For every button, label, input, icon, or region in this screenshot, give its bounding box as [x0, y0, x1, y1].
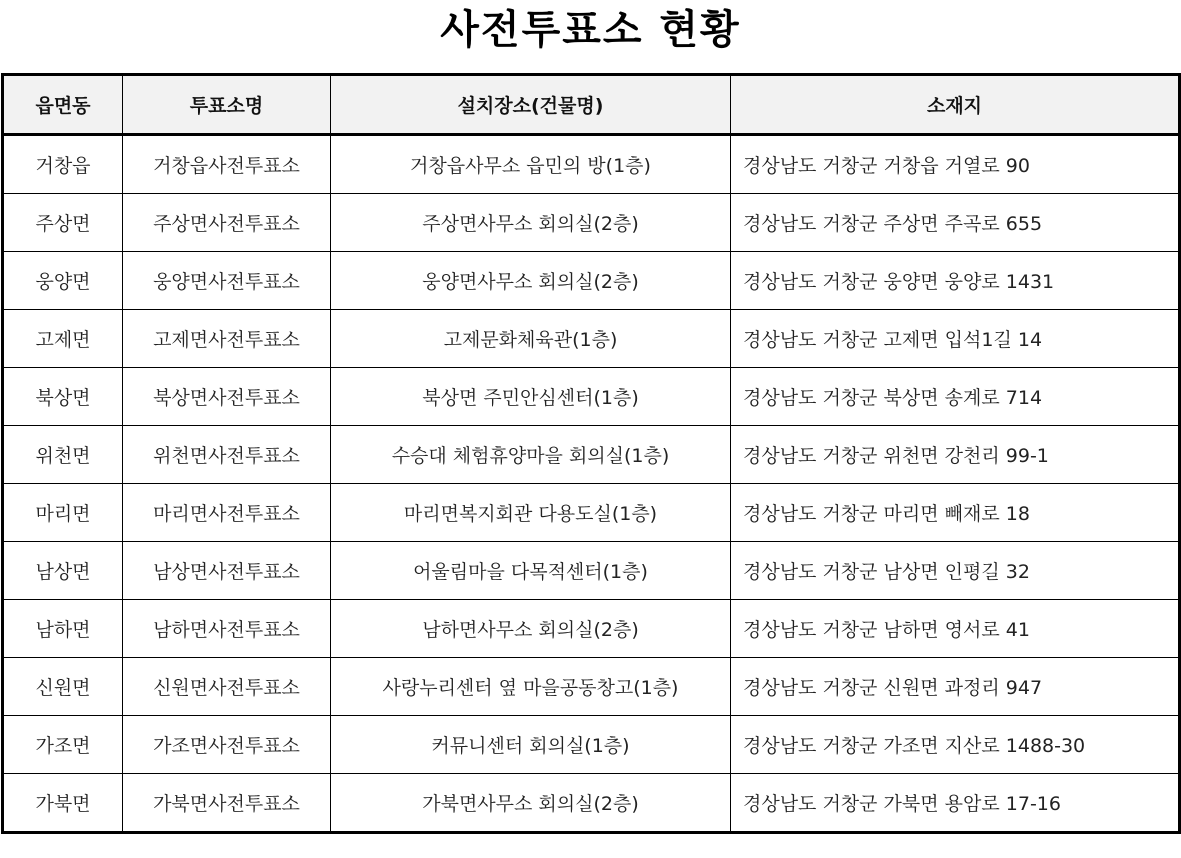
cell-address: 경상남도 거창군 북상면 송계로 714: [731, 368, 1180, 426]
table-row: [3, 426, 1180, 484]
cell-location: 주상면사무소 회의실(2층): [331, 194, 731, 252]
cell-station-name: 웅양면사전투표소: [123, 252, 331, 310]
cell-address: 경상남도 거창군 웅양면 웅양로 1431: [731, 252, 1180, 310]
table-row: [3, 716, 1180, 774]
cell-district: 고제면: [3, 310, 123, 368]
cell-station-name: 고제면사전투표소: [123, 310, 331, 368]
header-address: 소재지: [731, 75, 1180, 135]
table-row: [3, 542, 1180, 600]
cell-address: 경상남도 거창군 위천면 강천리 99-1: [731, 426, 1180, 484]
cell-address: 경상남도 거창군 주상면 주곡로 655: [731, 194, 1180, 252]
table-row: [3, 484, 1180, 542]
cell-district: 주상면: [3, 194, 123, 252]
cell-location: 수승대 체험휴양마을 회의실(1층): [331, 426, 731, 484]
cell-address: 경상남도 거창군 마리면 빼재로 18: [731, 484, 1180, 542]
cell-location: 거창읍사무소 읍민의 방(1층): [331, 135, 731, 194]
cell-station-name: 마리면사전투표소: [123, 484, 331, 542]
cell-station-name: 남상면사전투표소: [123, 542, 331, 600]
cell-district: 신원면: [3, 658, 123, 716]
cell-location: 사랑누리센터 옆 마을공동창고(1층): [331, 658, 731, 716]
cell-district: 북상면: [3, 368, 123, 426]
cell-location: 고제문화체육관(1층): [331, 310, 731, 368]
cell-location: 가북면사무소 회의실(2층): [331, 774, 731, 833]
cell-address: 경상남도 거창군 거창읍 거열로 90: [731, 135, 1180, 194]
page-title: 사전투표소 현황: [440, 7, 741, 53]
cell-station-name: 신원면사전투표소: [123, 658, 331, 716]
table-row: [3, 774, 1180, 833]
table-row: [3, 252, 1180, 310]
cell-station-name: 가조면사전투표소: [123, 716, 331, 774]
cell-address: 경상남도 거창군 고제면 입석1길 14: [731, 310, 1180, 368]
cell-district: 위천면: [3, 426, 123, 484]
cell-station-name: 북상면사전투표소: [123, 368, 331, 426]
cell-station-name: 남하면사전투표소: [123, 600, 331, 658]
header-location: 설치장소(건물명): [331, 75, 731, 135]
cell-address: 경상남도 거창군 가북면 용암로 17-16: [731, 774, 1180, 833]
table-row: [3, 310, 1180, 368]
cell-station-name: 가북면사전투표소: [123, 774, 331, 833]
table-row: [3, 135, 1180, 194]
polling-station-table-container: [1, 73, 1178, 834]
cell-district: 가조면: [3, 716, 123, 774]
cell-location: 마리면복지회관 다용도실(1층): [331, 484, 731, 542]
table-row: [3, 368, 1180, 426]
table-row: [3, 600, 1180, 658]
cell-district: 거창읍: [3, 135, 123, 194]
cell-location: 커뮤니센터 회의실(1층): [331, 716, 731, 774]
table-row: [3, 658, 1180, 716]
cell-address: 경상남도 거창군 남하면 영서로 41: [731, 600, 1180, 658]
cell-location: 어울림마을 다목적센터(1층): [331, 542, 731, 600]
cell-address: 경상남도 거창군 남상면 인평길 32: [731, 542, 1180, 600]
table-body: [3, 135, 1180, 833]
cell-location: 웅양면사무소 회의실(2층): [331, 252, 731, 310]
cell-district: 남하면: [3, 600, 123, 658]
cell-district: 웅양면: [3, 252, 123, 310]
cell-location: 북상면 주민안심센터(1층): [331, 368, 731, 426]
table-header-row: [3, 75, 1180, 135]
cell-station-name: 위천면사전투표소: [123, 426, 331, 484]
header-station-name: 투표소명: [123, 75, 331, 135]
polling-station-table: [1, 73, 1181, 834]
cell-station-name: 주상면사전투표소: [123, 194, 331, 252]
cell-location: 남하면사무소 회의실(2층): [331, 600, 731, 658]
cell-station-name: 거창읍사전투표소: [123, 135, 331, 194]
cell-address: 경상남도 거창군 가조면 지산로 1488-30: [731, 716, 1180, 774]
table-row: [3, 194, 1180, 252]
cell-district: 마리면: [3, 484, 123, 542]
cell-district: 남상면: [3, 542, 123, 600]
cell-address: 경상남도 거창군 신원면 과정리 947: [731, 658, 1180, 716]
header-district: 읍면동: [3, 75, 123, 135]
cell-district: 가북면: [3, 774, 123, 833]
